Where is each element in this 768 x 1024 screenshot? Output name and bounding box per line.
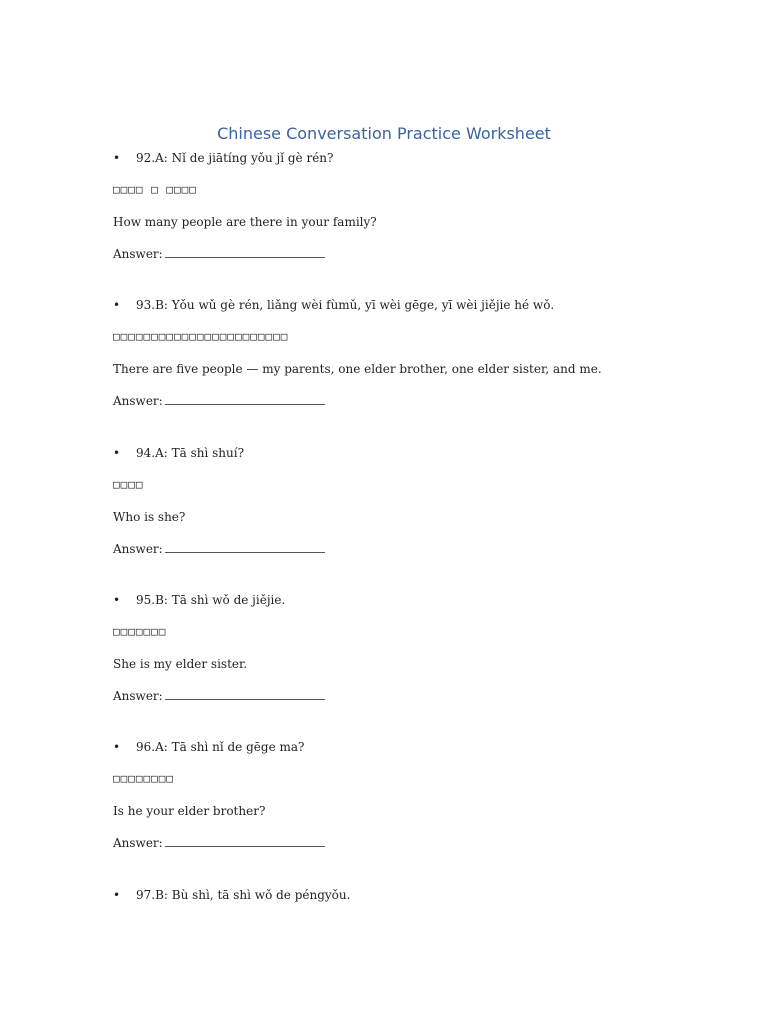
hanzi-text: □□□□□□□□□□□□□□□□□□□□□□□ xyxy=(113,330,289,343)
question-item-96 xyxy=(113,739,713,850)
question-line xyxy=(113,887,713,903)
answer-label: Answer: xyxy=(113,836,163,850)
answer-label: Answer: xyxy=(113,689,163,703)
question-item-97 xyxy=(113,887,713,903)
pinyin-prompt: 97.B: Bù shì, tā shì wǒ de péngyǒu. xyxy=(136,888,351,902)
bullet-icon: • xyxy=(113,888,121,902)
answer-row xyxy=(113,393,325,409)
bullet-icon: • xyxy=(113,151,121,165)
question-line xyxy=(113,592,713,608)
bullet-icon: • xyxy=(113,593,121,607)
pinyin-prompt: 93.B: Yǒu wǔ gè rén, liǎng wèi fùmǔ, yī wèi gēge, yī wèi jiějie hé wǒ. xyxy=(136,298,555,312)
answer-blank[interactable] xyxy=(165,246,325,258)
english-translation: How many people are there in your family? xyxy=(113,215,377,229)
english-translation: Who is she? xyxy=(113,510,186,524)
answer-row xyxy=(113,541,325,557)
answer-blank[interactable] xyxy=(165,688,325,700)
pinyin-prompt: 95.B: Tā shì wǒ de jiějie. xyxy=(136,593,286,607)
question-item-92 xyxy=(113,150,713,261)
answer-blank[interactable] xyxy=(165,835,325,847)
pinyin-prompt: 92.A: Nǐ de jiātíng yǒu jǐ gè rén? xyxy=(136,151,334,165)
answer-row xyxy=(113,246,325,262)
answer-label: Answer: xyxy=(113,394,163,408)
english-translation: Is he your elder brother? xyxy=(113,804,266,818)
question-item-94 xyxy=(113,445,713,556)
answer-row xyxy=(113,688,325,704)
answer-label: Answer: xyxy=(113,542,163,556)
bullet-icon: • xyxy=(113,740,121,754)
answer-label: Answer: xyxy=(113,247,163,261)
question-item-95 xyxy=(113,592,713,703)
hanzi-text: □□□□ □ □□□□ xyxy=(113,183,197,196)
pinyin-prompt: 96.A: Tā shì nǐ de gēge ma? xyxy=(136,740,305,754)
question-line xyxy=(113,150,713,166)
question-line xyxy=(113,739,713,755)
bullet-icon: • xyxy=(113,298,121,312)
answer-blank[interactable] xyxy=(165,541,325,553)
worksheet-title: Chinese Conversation Practice Worksheet xyxy=(217,124,551,143)
question-line xyxy=(113,445,713,461)
question-item-93 xyxy=(113,297,713,408)
pinyin-prompt: 94.A: Tā shì shuí? xyxy=(136,446,245,460)
question-line xyxy=(113,297,713,313)
answer-row xyxy=(113,835,325,851)
hanzi-text: □□□□ xyxy=(113,478,144,491)
bullet-icon: • xyxy=(113,446,121,460)
answer-blank[interactable] xyxy=(165,393,325,405)
english-translation: There are five people — my parents, one elder brother, one elder sister, and me. xyxy=(113,362,602,376)
hanzi-text: □□□□□□□ xyxy=(113,625,167,638)
hanzi-text: □□□□□□□□ xyxy=(113,772,174,785)
english-translation: She is my elder sister. xyxy=(113,657,248,671)
